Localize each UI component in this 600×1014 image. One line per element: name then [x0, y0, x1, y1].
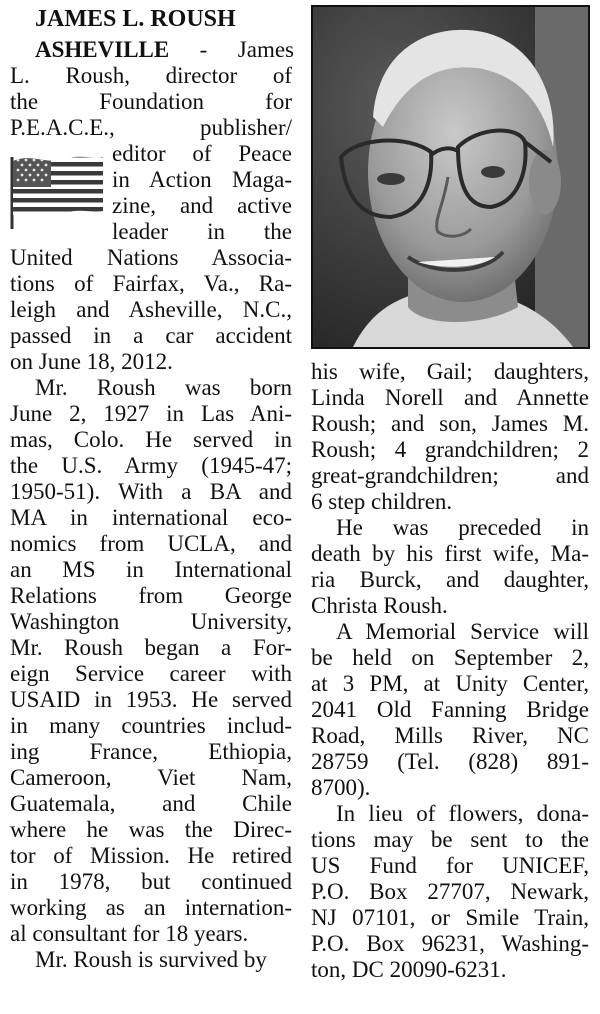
column-one-line: an MS in International — [10, 557, 292, 582]
column-one-line: leigh and Asheville, N.C., — [10, 297, 292, 322]
column-two-line: death by his first wife, Ma- — [311, 541, 589, 566]
column-one-line: MA in international eco- — [10, 505, 292, 530]
column-two-line: In lieu of flowers, dona- — [336, 801, 589, 826]
column-two-line: be held on September 2, — [311, 645, 589, 670]
column-one-line: working as an internation- — [10, 895, 292, 920]
column-two-line: ria Burck, and daughter, — [311, 567, 589, 592]
column-one-line: Mr. Roush began a For- — [10, 635, 292, 660]
american-flag-icon — [7, 151, 105, 229]
column-two-line: tions may be sent to the — [311, 827, 589, 852]
column-one-line: Guatemala, and Chile — [10, 791, 292, 816]
column-one-line: leader in the — [112, 219, 292, 244]
lead-line — [35, 37, 294, 63]
column-two-line: Road, Mills River, NC — [311, 723, 589, 748]
column-one-line: Relations from George — [10, 583, 292, 608]
portrait-illustration — [313, 7, 588, 347]
column-two-line: 2041 Old Fanning Bridge — [311, 697, 589, 722]
column-two-line: Christa Roush. — [311, 593, 448, 618]
column-one-line: mas, Colo. He served in — [10, 427, 292, 452]
portrait-photo — [311, 5, 590, 349]
column-one-line: USAID in 1953. He served — [10, 687, 292, 712]
column-one-line: in 1978, but continued — [10, 869, 292, 894]
column-one-line: eign Service career with — [10, 661, 292, 686]
column-two-line: 8700). — [311, 775, 371, 800]
column-one-line: on June 18, 2012. — [10, 349, 173, 374]
column-one-line: Washington University, — [10, 609, 292, 634]
column-one-line: Mr. Roush was born — [35, 375, 292, 400]
column-one-line: Cameroon, Viet Nam, — [10, 765, 292, 790]
column-one-line: al consultant for 18 years. — [10, 921, 249, 946]
column-one-line: zine, and active — [112, 193, 292, 218]
column-two-line: Linda Norell and Annette — [311, 385, 589, 410]
column-two-line: at 3 PM, at Unity Center, — [311, 671, 589, 696]
column-two-line: Roush; and son, James M. — [311, 411, 589, 436]
column-one-line: L. Roush, director of — [10, 63, 292, 88]
column-one-line: the U.S. Army (1945-47; — [10, 453, 292, 478]
column-one-line: tor of Mission. He retired — [10, 843, 292, 868]
column-two-line: Roush; 4 grandchildren; 2 — [311, 437, 589, 462]
column-two-line: A Memorial Service will — [336, 619, 589, 644]
column-two-line: 6 step children. — [311, 489, 453, 514]
column-two-line: US Fund for UNICEF, — [311, 853, 589, 878]
column-one-line: nomics from UCLA, and — [10, 531, 292, 556]
dateline: ASHEVILLE — [35, 37, 170, 62]
column-one-line: P.E.A.C.E., publisher/ — [10, 115, 292, 140]
lead-rest: - James — [169, 37, 294, 62]
column-one-line: editor of Peace — [112, 141, 292, 166]
column-one-line: June 2, 1927 in Las Ani- — [10, 401, 292, 426]
column-two-line: 28759 (Tel. (828) 891- — [311, 749, 589, 774]
column-two-line: ton, DC 20090-6231. — [311, 957, 507, 982]
column-one-line: where he was the Direc- — [10, 817, 292, 842]
column-one-line: tions of Fairfax, Va., Ra- — [10, 271, 292, 296]
column-one-line: United Nations Associa- — [10, 245, 292, 270]
column-two-line: P.O. Box 27707, Newark, — [311, 879, 589, 904]
column-two-line: NJ 07101, or Smile Train, — [311, 905, 589, 930]
column-two-line: his wife, Gail; daughters, — [311, 359, 589, 384]
obituary-headline: JAMES L. ROUSH — [35, 6, 236, 32]
column-one-line: passed in a car accident — [10, 323, 292, 348]
column-one-line: 1950-51). With a BA and — [10, 479, 292, 504]
column-one-line: in Action Maga- — [112, 167, 292, 192]
column-two-line: P.O. Box 96231, Washing- — [311, 931, 589, 956]
column-one-line: Mr. Roush is survived by — [35, 947, 267, 972]
column-two-line: great-grandchildren; and — [311, 463, 589, 488]
column-one-line: in many countries includ- — [10, 713, 292, 738]
column-one-line: ing France, Ethiopia, — [10, 739, 292, 764]
column-two-line: He was preceded in — [336, 515, 589, 540]
column-one-line: the Foundation for — [10, 89, 292, 114]
